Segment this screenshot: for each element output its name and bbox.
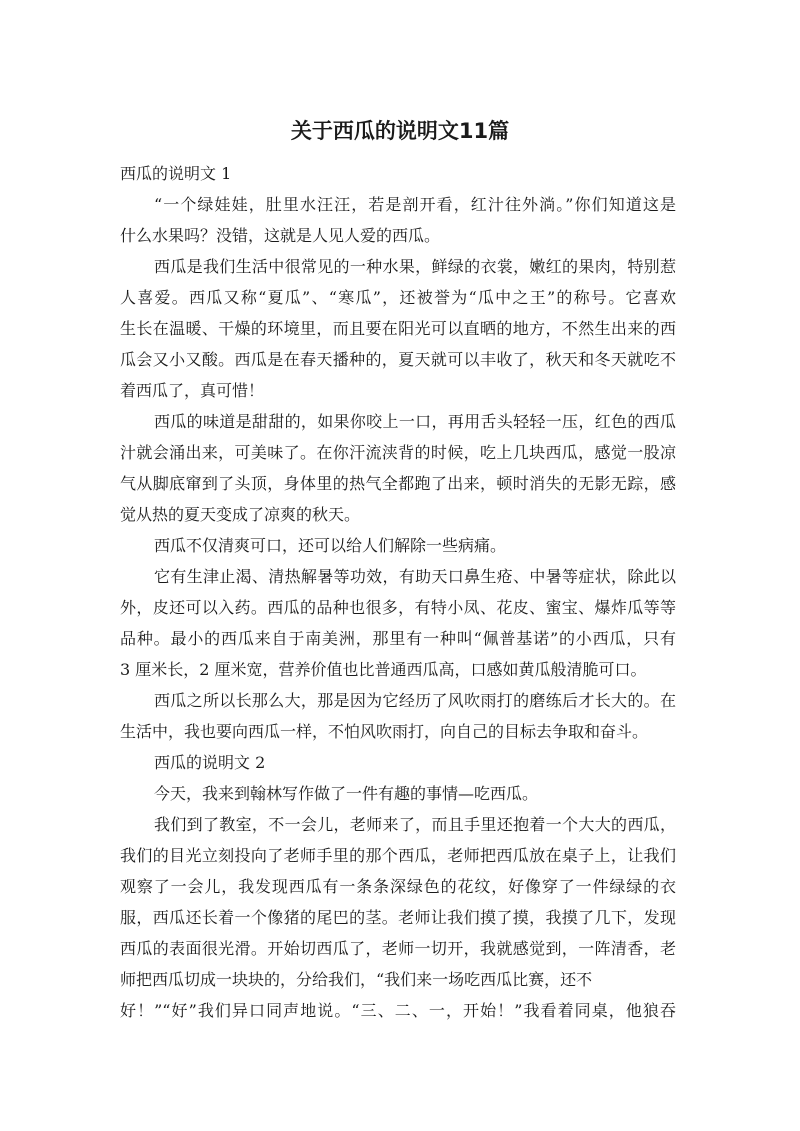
paragraph-line: 瓜会又小又酸。西瓜是在春天播种的，夏天就可以丰收了，秋天和冬天就吃不 (120, 350, 676, 369)
paragraph-line: 品种。最小的西瓜来自于南美洲，那里有一种叫“佩普基诺”的小西瓜，只有 (120, 629, 676, 648)
paragraph-line: 观察了一会儿，我发现西瓜有一条条深绿色的花纹，好像穿了一件绿绿的衣 (120, 877, 676, 896)
paragraph-line: 汁就会涌出来，可美味了。在你汗流浃背的时候，吃上几块西瓜，感觉一股凉 (120, 443, 676, 462)
paragraph-line: 什么水果吗？没错，这就是人见人爱的西瓜。 (120, 226, 441, 245)
paragraph-line: 好！”“好”我们异口同声地说。“三、二、一，开始！”我看着同桌，他狼吞 (120, 1001, 676, 1020)
paragraph-line: 着西瓜了，真可惜！ (120, 381, 265, 400)
document-body (120, 158, 676, 1026)
paragraph-line: 师把西瓜切成一块块的，分给我们，“我们来一场吃西瓜比赛，还不 (120, 970, 593, 989)
paragraph-line: 今天，我来到翰林写作做了一件有趣的事情—吃西瓜。 (154, 784, 539, 803)
paragraph-line: 西瓜是我们生活中很常见的一种水果，鲜绿的衣裳，嫩红的果肉，特别惹 (154, 257, 676, 276)
section-heading: 西瓜的说明文 1 (120, 164, 232, 183)
paragraph-line: 3 厘米长，2 厘米宽，营养价值也比普通西瓜高，口感如黄瓜般清脆可口。 (120, 660, 647, 679)
paragraph-line: 西瓜之所以长那么大，那是因为它经历了风吹雨打的磨练后才长大的。在 (154, 691, 676, 710)
paragraph-line: 西瓜不仅清爽可口，还可以给人们解除一些病痛。 (154, 536, 507, 555)
paragraph-line: 西瓜的味道是甜甜的，如果你咬上一口，再用舌头轻轻一压，红色的西瓜 (154, 412, 676, 431)
document-title: 关于西瓜的说明文11篇 (290, 119, 510, 143)
paragraph-line: 我们到了教室，不一会儿，老师来了，而且手里还抱着一个大大的西瓜， (154, 815, 676, 834)
paragraph-line: 气从脚底窜到了头顶，身体里的热气全都跑了出来，顿时消失的无影无踪，感 (120, 474, 676, 493)
paragraph-line: 西瓜的表面很光滑。开始切西瓜了，老师一切开，我就感觉到，一阵清香，老 (120, 939, 676, 958)
paragraph-line: “一个绿娃娃，肚里水汪汪，若是剖开看，红汁往外淌。”你们知道这是 (154, 195, 676, 214)
paragraph-line: 它有生津止渴、清热解暑等功效，有助天口鼻生疮、中暑等症状，除此以 (154, 567, 676, 586)
paragraph-line: 西瓜的说明文 2 (154, 753, 266, 772)
paragraph-line: 外，皮还可以入药。西瓜的品种也很多，有特小凤、花皮、蜜宝、爆炸瓜等等 (120, 598, 676, 617)
paragraph-line: 觉从热的夏天变成了凉爽的秋天。 (120, 505, 361, 524)
paragraph-line: 服，西瓜还长着一个像猪的尾巴的茎。老师让我们摸了摸，我摸了几下，发现 (120, 908, 676, 927)
paragraph-line: 我们的目光立刻投向了老师手里的那个西瓜，老师把西瓜放在桌子上，让我们 (120, 846, 676, 865)
paragraph-line: 人喜爱。西瓜又称“夏瓜”、“寒瓜”，还被誉为“瓜中之王”的称号。它喜欢 (120, 288, 676, 307)
paragraph-line: 生活中，我也要向西瓜一样，不怕风吹雨打，向自己的目标去争取和奋斗。 (120, 722, 649, 741)
paragraph-line: 生长在温暖、干燥的环境里，而且要在阳光可以直晒的地方，不然生出来的西 (120, 319, 676, 338)
